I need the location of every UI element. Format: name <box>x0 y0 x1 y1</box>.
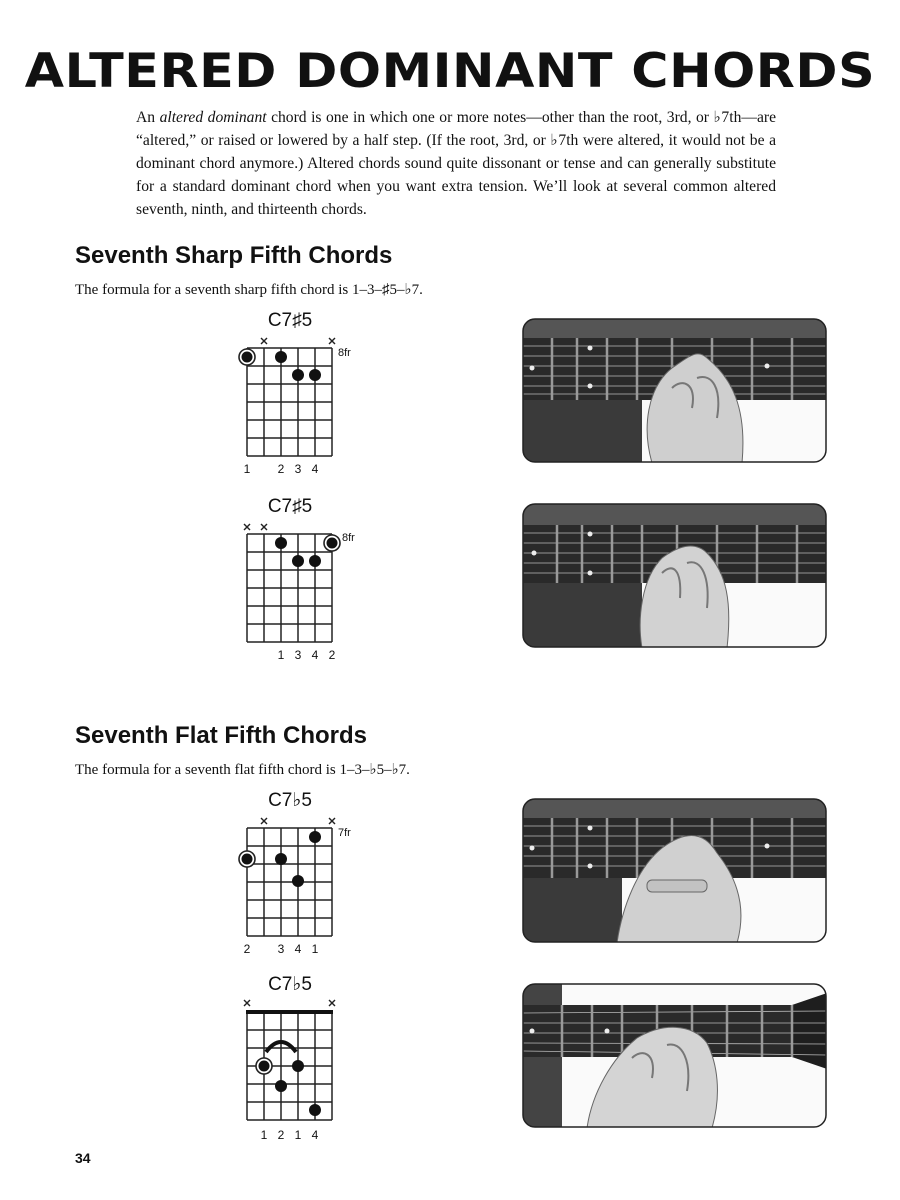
finger-number: 2 <box>277 1128 285 1142</box>
finger-number: 1 <box>243 462 251 476</box>
finger-number: 4 <box>311 648 319 662</box>
fret-label: 7fr <box>338 827 351 839</box>
finger-dot <box>292 369 304 381</box>
intro-emphasis: altered dominant <box>159 109 267 126</box>
chord-diagram <box>230 816 370 958</box>
finger-number: 2 <box>328 648 336 662</box>
nut <box>246 1010 333 1014</box>
finger-number: 3 <box>294 462 302 476</box>
finger-number: 3 <box>277 942 285 956</box>
muted-string-marks <box>261 338 335 344</box>
fret-label: 8fr <box>338 347 351 359</box>
finger-dot <box>275 537 287 549</box>
finger-number: 1 <box>311 942 319 956</box>
finger-number: 4 <box>311 1128 319 1142</box>
section-heading-flat-fifth: Seventh Flat Fifth Chords <box>75 722 368 749</box>
chord-diagram <box>230 998 370 1143</box>
finger-number: 2 <box>277 462 285 476</box>
hand-on-fretboard-photo <box>522 503 827 648</box>
finger-dot <box>242 352 253 363</box>
finger-dot <box>275 351 287 363</box>
intro-lead: An <box>136 109 160 126</box>
section-heading-sharp-fifth: Seventh Sharp Fifth Chords <box>75 242 393 269</box>
hand-on-fretboard-photo <box>522 318 827 463</box>
chord-diagram <box>230 336 370 478</box>
chord-name: C7♯5 <box>267 496 313 517</box>
finger-number: 1 <box>277 648 285 662</box>
muted-string-marks <box>261 818 335 824</box>
finger-dot <box>259 1061 270 1072</box>
finger-dot <box>327 538 338 549</box>
finger-dot <box>242 854 253 865</box>
formula-flat-fifth: The formula for a seventh flat fifth chord is 1–3–♭5–♭7. <box>75 762 410 778</box>
intro-body: chord is one in which one or more notes—other than the root, 3rd, or ♭7th—are “altered,” or raised or lowered by a half step. (If the root, 3rd, or ♭7th were altered, it would not be a dominant chord anymore.) Altered chords sound quite dissonant or tense and can generally substitute for a standard dominant chord when you want extra tension. We’ll look at several common altered seventh, ninth, and thirteenth chords. <box>136 109 776 218</box>
finger-dot <box>275 1080 287 1092</box>
chord-name: C7♯5 <box>267 310 313 331</box>
hand-on-fretboard-photo <box>522 798 827 943</box>
muted-string-marks <box>244 1000 335 1006</box>
finger-number: 3 <box>294 648 302 662</box>
chord-name: C7♭5 <box>268 790 312 811</box>
finger-dot <box>309 369 321 381</box>
muted-string-marks <box>244 524 267 530</box>
finger-number: 2 <box>243 942 251 956</box>
finger-dot <box>292 875 304 887</box>
chord-diagram <box>230 522 370 664</box>
page-number: 34 <box>75 1150 91 1166</box>
finger-number: 4 <box>311 462 319 476</box>
page-title: ALTERED DOMINANT CHORDS <box>24 44 876 99</box>
fret-label: 8fr <box>342 532 355 544</box>
finger-dot <box>292 1060 304 1072</box>
finger-dot <box>275 853 287 865</box>
intro-paragraph <box>136 106 776 221</box>
chord-name: C7♭5 <box>268 974 312 995</box>
finger-number: 1 <box>260 1128 268 1142</box>
finger-dot <box>309 1104 321 1116</box>
finger-dot <box>292 555 304 567</box>
finger-dot <box>309 831 321 843</box>
formula-sharp-fifth: The formula for a seventh sharp fifth chord is 1–3–♯5–♭7. <box>75 282 423 298</box>
finger-dot <box>309 555 321 567</box>
finger-number: 1 <box>294 1128 302 1142</box>
hand-on-fretboard-photo <box>522 983 827 1128</box>
finger-number: 4 <box>294 942 302 956</box>
